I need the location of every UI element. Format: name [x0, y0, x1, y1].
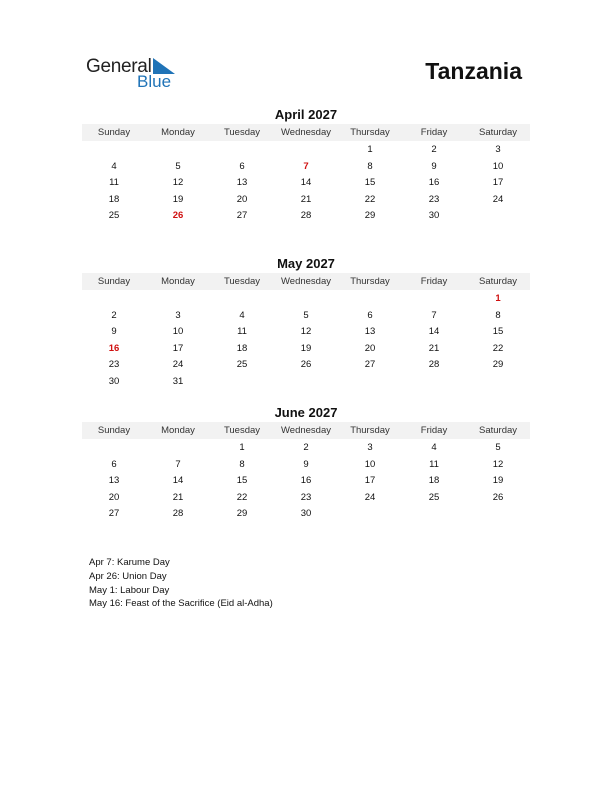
date-cell: 15	[236, 475, 248, 486]
date-cell: 24	[492, 193, 504, 205]
week-row	[82, 192, 530, 209]
date-cell: 2	[431, 144, 437, 155]
holiday-item: Apr 7: Karume Day	[89, 557, 170, 568]
date-cell: 12	[492, 458, 504, 470]
holiday-item: May 1: Labour Day	[89, 584, 170, 596]
date-cell	[146, 142, 210, 159]
date-cell	[210, 142, 274, 159]
holiday-item: May 16: Feast of the Sacrifice (Eid al-Adha)	[89, 598, 273, 610]
weekday-label: Saturday	[478, 425, 518, 436]
date-cell: 29	[236, 508, 248, 519]
date-cell: 9	[303, 458, 309, 470]
date-cell	[402, 291, 466, 308]
holiday-item: Apr 26: Union Day	[89, 570, 167, 582]
date-cell: 19	[300, 342, 312, 354]
date-cell: 30	[108, 375, 120, 387]
week-row	[82, 357, 530, 374]
date-cell: 30	[300, 508, 312, 519]
date-cell: 8	[495, 309, 501, 321]
week-row	[82, 506, 530, 523]
weekday-header-row	[82, 273, 530, 290]
date-cell: 23	[108, 359, 120, 370]
date-cell: 21	[428, 342, 440, 354]
date-cell: 20	[364, 342, 376, 354]
date-cell: 18	[236, 342, 248, 354]
date-cell: 13	[364, 326, 376, 337]
date-cell: 12	[172, 177, 184, 188]
date-cell: 22	[364, 193, 376, 205]
weekday-label: Wednesday	[281, 425, 331, 436]
date-cell: 11	[109, 177, 119, 188]
logo-blue-text: Blue	[137, 72, 172, 91]
weekday-label: Tuesday	[223, 276, 261, 287]
date-cell: 31	[172, 375, 184, 387]
date-cell: 11	[237, 326, 247, 337]
weekday-header-row	[82, 124, 530, 141]
date-cell: 17	[364, 475, 376, 486]
date-cell	[82, 142, 146, 159]
date-cell: 5	[303, 309, 309, 321]
date-cell: 17	[172, 342, 184, 354]
date-cell: 14	[172, 475, 184, 486]
date-cell: 25	[108, 210, 120, 221]
week-row	[82, 159, 530, 176]
weekday-label: Thursday	[350, 276, 390, 287]
date-cell: 15	[364, 177, 376, 188]
weekday-label: Friday	[420, 127, 448, 138]
week-row	[82, 291, 530, 308]
date-cell: 27	[236, 210, 248, 221]
date-cell: 10	[172, 326, 184, 337]
date-cell	[274, 291, 338, 308]
date-cell	[146, 291, 210, 308]
date-cell: 29	[492, 359, 504, 370]
date-cell	[210, 374, 274, 391]
date-cell: 17	[492, 177, 504, 188]
date-cell	[466, 506, 530, 523]
date-cell: 4	[239, 309, 245, 321]
date-cell	[466, 208, 530, 225]
month-may	[82, 255, 530, 390]
date-cell	[274, 142, 338, 159]
date-cell	[210, 291, 274, 308]
date-cell: 13	[236, 177, 248, 188]
holiday-list	[89, 556, 273, 611]
date-cell: 21	[172, 491, 184, 503]
date-cell: 10	[364, 458, 376, 470]
week-row	[82, 374, 530, 391]
date-cell: 25	[236, 359, 248, 370]
date-cell	[146, 440, 210, 457]
date-cell: 24	[172, 359, 184, 370]
holiday-date-cell: 16	[108, 342, 120, 354]
date-cell: 18	[108, 193, 120, 205]
weekday-label: Monday	[161, 425, 195, 436]
date-cell: 16	[300, 475, 312, 486]
date-cell: 14	[428, 326, 440, 337]
date-cell: 7	[175, 458, 181, 470]
date-cell: 8	[239, 458, 245, 470]
date-cell	[338, 374, 402, 391]
date-cell: 18	[428, 475, 440, 486]
date-cell: 2	[303, 442, 309, 453]
date-cell: 10	[492, 160, 504, 172]
week-row	[82, 175, 530, 192]
date-cell: 27	[108, 508, 120, 519]
week-row	[82, 208, 530, 225]
date-cell: 12	[300, 326, 312, 337]
date-cell: 28	[428, 359, 440, 370]
date-cell: 2	[111, 309, 117, 321]
weekday-label: Saturday	[478, 127, 518, 138]
week-row	[82, 490, 530, 507]
weekday-label: Sunday	[97, 425, 131, 436]
date-cell: 4	[431, 442, 437, 453]
date-cell	[402, 506, 466, 523]
date-cell: 11	[429, 458, 439, 470]
date-cell: 13	[108, 475, 120, 486]
weekday-label: Tuesday	[223, 127, 261, 138]
date-cell: 30	[428, 210, 440, 221]
date-cell: 14	[300, 177, 312, 188]
date-cell: 3	[175, 309, 181, 321]
date-cell	[82, 440, 146, 457]
date-cell: 1	[367, 144, 373, 155]
weekday-label: Thursday	[350, 127, 390, 138]
date-cell: 20	[236, 193, 248, 205]
holiday-date-cell: 7	[303, 160, 309, 172]
date-cell: 16	[428, 177, 440, 188]
date-cell: 3	[367, 442, 373, 453]
weekday-label: Sunday	[97, 276, 131, 287]
date-cell: 19	[492, 475, 504, 486]
weekday-label: Friday	[420, 425, 448, 436]
date-cell: 7	[431, 309, 437, 321]
month-title: May 2027	[277, 256, 335, 271]
weekday-label: Sunday	[97, 127, 131, 138]
date-cell	[338, 506, 402, 523]
weekday-label: Monday	[161, 127, 195, 138]
weekday-label: Saturday	[478, 276, 518, 287]
date-cell: 22	[492, 342, 504, 354]
week-row	[82, 457, 530, 474]
weekday-label: Wednesday	[281, 127, 331, 138]
date-cell: 21	[300, 193, 312, 205]
date-cell: 26	[300, 359, 312, 370]
weekday-header-row	[82, 422, 530, 439]
weekday-label: Wednesday	[281, 276, 331, 287]
holiday-date-cell: 26	[172, 210, 184, 221]
date-cell: 5	[495, 442, 501, 453]
date-cell	[402, 374, 466, 391]
date-cell: 20	[108, 491, 120, 503]
date-cell: 9	[111, 326, 117, 337]
month-june	[82, 404, 530, 523]
weekday-label: Friday	[420, 276, 448, 287]
date-cell: 28	[172, 508, 184, 519]
date-cell	[466, 374, 530, 391]
week-row	[82, 142, 530, 159]
week-row	[82, 308, 530, 325]
date-cell	[338, 291, 402, 308]
date-cell: 3	[495, 144, 501, 155]
weekday-label: Thursday	[350, 425, 390, 436]
date-cell: 6	[367, 309, 373, 321]
brand-logo	[86, 56, 186, 92]
date-cell: 5	[175, 160, 181, 172]
month-title: April 2027	[274, 107, 338, 122]
date-cell: 8	[367, 160, 373, 172]
date-cell: 19	[172, 193, 184, 205]
week-row	[82, 440, 530, 457]
week-row	[82, 341, 530, 358]
country-title: Tanzania	[425, 58, 522, 84]
date-cell: 24	[364, 491, 376, 503]
date-cell: 23	[428, 193, 440, 205]
date-cell: 4	[111, 160, 117, 172]
weekday-label: Tuesday	[223, 425, 261, 436]
date-cell: 28	[300, 210, 312, 221]
date-cell: 6	[111, 458, 117, 470]
month-title: June 2027	[274, 405, 338, 420]
date-cell: 26	[492, 491, 504, 503]
date-cell: 29	[364, 210, 376, 221]
date-cell: 23	[300, 491, 312, 503]
date-cell: 27	[364, 359, 376, 370]
date-cell: 9	[431, 160, 437, 172]
date-cell: 25	[428, 491, 440, 503]
logo-general-text: General	[86, 56, 152, 77]
date-cell: 1	[239, 442, 245, 453]
date-cell	[274, 374, 338, 391]
week-row	[82, 324, 530, 341]
week-row	[82, 473, 530, 490]
weekday-label: Monday	[161, 276, 195, 287]
date-cell: 6	[239, 160, 245, 172]
month-april	[82, 106, 530, 225]
date-cell: 15	[492, 326, 504, 337]
date-cell	[82, 291, 146, 308]
date-cell: 22	[236, 491, 248, 503]
holiday-date-cell: 1	[495, 293, 501, 304]
